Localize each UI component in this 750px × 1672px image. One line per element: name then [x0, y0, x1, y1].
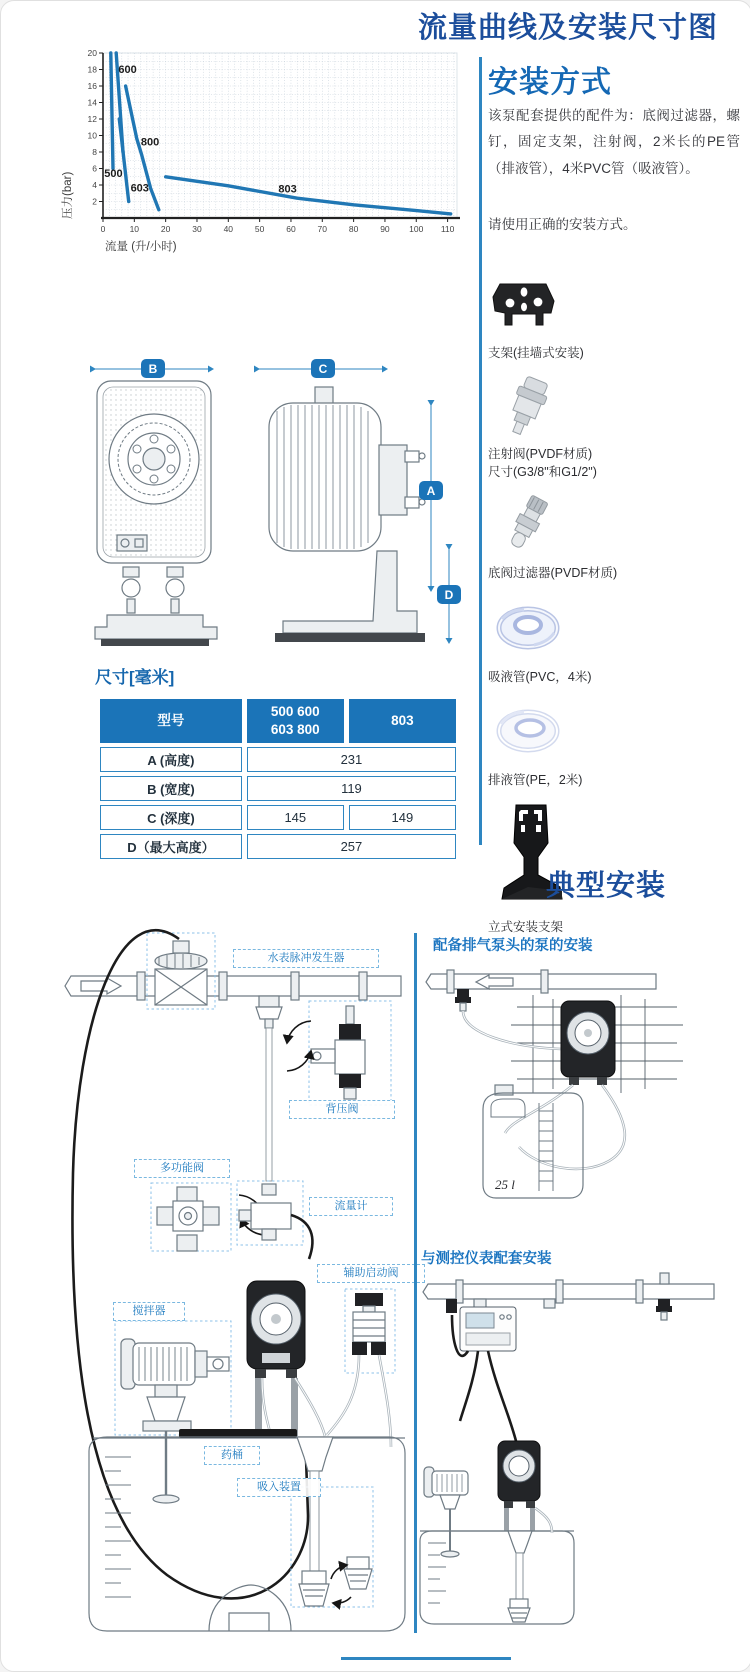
accessory-bracket: [488, 279, 738, 362]
accessory-caption: 注射阀(PVDF材质): [488, 447, 593, 462]
svg-text:16: 16: [87, 81, 97, 91]
aux-valve-label: 辅助启动阀: [317, 1264, 425, 1283]
vent-pump-install-diagram: [421, 961, 741, 1239]
vent-pump-install-heading: 配备排气泵头的泵的安装: [433, 938, 593, 954]
instrument-install-diagram: [416, 1271, 741, 1631]
svg-text:70: 70: [317, 224, 328, 234]
svg-text:20: 20: [87, 48, 97, 58]
foot-filter-icon: [488, 495, 566, 553]
mixer-label: 搅拌器: [113, 1302, 185, 1321]
dimensions-heading: 尺寸[毫米]: [95, 668, 175, 687]
back-pressure-valve-label: 背压阀: [289, 1100, 395, 1119]
aux-priming-valve: [327, 1289, 395, 1447]
svg-text:603: 603: [130, 182, 149, 195]
svg-text:10: 10: [129, 224, 140, 234]
svg-text:6: 6: [92, 163, 97, 174]
main-pipe: [65, 972, 401, 1000]
pump-dimension-drawings: [79, 353, 469, 658]
svg-text:18: 18: [87, 64, 97, 75]
svg-text:800: 800: [140, 136, 160, 149]
accessory-discharge-tube: [488, 700, 738, 789]
wall-bracket-icon: [488, 279, 560, 333]
jerry-can: [483, 1085, 583, 1198]
suction-tube-icon: [488, 597, 568, 657]
small-tank: [420, 1508, 574, 1624]
accessory-caption: 立式安装支架: [488, 919, 564, 934]
mixer: [115, 1321, 231, 1503]
water-meter: [147, 933, 215, 1009]
accessory-caption: 吸液管(PVC，4米): [488, 669, 592, 684]
svg-text:8: 8: [92, 147, 97, 157]
pump-side-view: [259, 369, 449, 643]
svg-text:12: 12: [87, 114, 97, 124]
suction-assembly: [291, 1437, 373, 1607]
svg-text:40: 40: [223, 224, 234, 234]
can-volume-label: 25 l: [495, 1177, 515, 1192]
back-pressure-valve: [287, 1001, 391, 1105]
chart-x-axis-label: 流量 (升/小时): [105, 241, 177, 253]
install-method-heading: 安装方式: [488, 66, 612, 99]
accessory-caption: 排液管(PE，2米): [488, 772, 583, 787]
svg-text:50: 50: [254, 224, 265, 234]
table-row-A: A (高度) 231: [100, 747, 456, 772]
flow-curve-chart: [63, 43, 463, 255]
svg-text:10: 10: [87, 130, 97, 141]
svg-text:2: 2: [92, 196, 97, 207]
page-title: 流量曲线及安装尺寸图: [417, 12, 718, 44]
svg-text:0: 0: [100, 224, 106, 234]
accessory-injection-valve: [488, 376, 738, 481]
multifunction-valve-label: 多功能阀: [134, 1159, 230, 1178]
accessory-suction-tube: [488, 597, 738, 686]
svg-text:14: 14: [87, 97, 97, 108]
table-row-C: C (深度) 145 149: [100, 805, 456, 830]
footer-accent-line: [341, 1657, 511, 1660]
svg-text:4: 4: [92, 180, 97, 190]
svg-text:80: 80: [348, 224, 359, 234]
pump-front-view: [95, 369, 217, 646]
water-meter-label: 水表脉冲发生器: [233, 949, 379, 968]
svg-text:100: 100: [409, 224, 424, 234]
dimension-table: [95, 695, 461, 863]
svg-text:60: 60: [286, 224, 296, 234]
install-method-note: 请使用正确的安装方式。: [488, 217, 637, 232]
svg-text:110: 110: [440, 224, 455, 234]
svg-text:600: 600: [118, 63, 137, 76]
svg-text:20: 20: [160, 224, 171, 234]
metering-pump: [498, 1441, 540, 1531]
table-row-D: D（最大高度） 257: [100, 834, 456, 859]
dosing-pump: [247, 1281, 325, 1436]
install-method-text: 该泵配套提供的配件为：底阀过滤器，螺钉，固定支架，注射阀，2米长的PE管（排液管），4米PVC管（吸液管）。: [488, 108, 740, 176]
svg-text:500: 500: [104, 167, 123, 180]
injection-point: [256, 996, 282, 1181]
injection-valve-icon: [488, 376, 566, 438]
instrument-install-heading: 与测控仪表配套安装: [421, 1251, 552, 1267]
tank-label: 药桶: [204, 1446, 260, 1465]
col-header-803: 803: [349, 699, 456, 743]
col-header-group1: 500 600 603 800: [247, 699, 344, 743]
flow-meter: [237, 1181, 312, 1259]
discharge-tube-icon: [488, 700, 568, 760]
table-row-B: B (宽度) 119: [100, 776, 456, 801]
typical-install-heading: 典型安装: [545, 870, 666, 902]
accessory-caption-2: 尺寸(G3/8"和G1/2"): [488, 465, 597, 480]
accessory-list: [488, 279, 738, 950]
dim-B-pill: B: [148, 362, 158, 376]
svg-text:803: 803: [278, 183, 297, 196]
controller: [460, 1299, 516, 1351]
wall-pump: [561, 1001, 615, 1085]
dim-D-pill: D: [444, 588, 454, 602]
flow-meter-label: 流量计: [309, 1197, 393, 1216]
dim-C-pill: C: [318, 362, 328, 376]
typical-install-diagram: [59, 873, 411, 1643]
suction-device-label: 吸入装置: [237, 1478, 321, 1497]
accessory-foot-filter: [488, 495, 738, 582]
accessory-caption: 支架(挂墙式安装): [488, 346, 584, 360]
column-divider: [479, 57, 482, 845]
svg-text:90: 90: [380, 224, 390, 234]
supply-pipe: [426, 970, 656, 1011]
dim-A-pill: A: [426, 484, 436, 498]
accessory-caption: 底阀过滤器(PVDF材质): [488, 566, 618, 581]
col-header-model: 型号: [100, 699, 242, 743]
chart-y-axis-label: 压力(bar): [62, 171, 74, 219]
svg-text:30: 30: [192, 224, 202, 234]
